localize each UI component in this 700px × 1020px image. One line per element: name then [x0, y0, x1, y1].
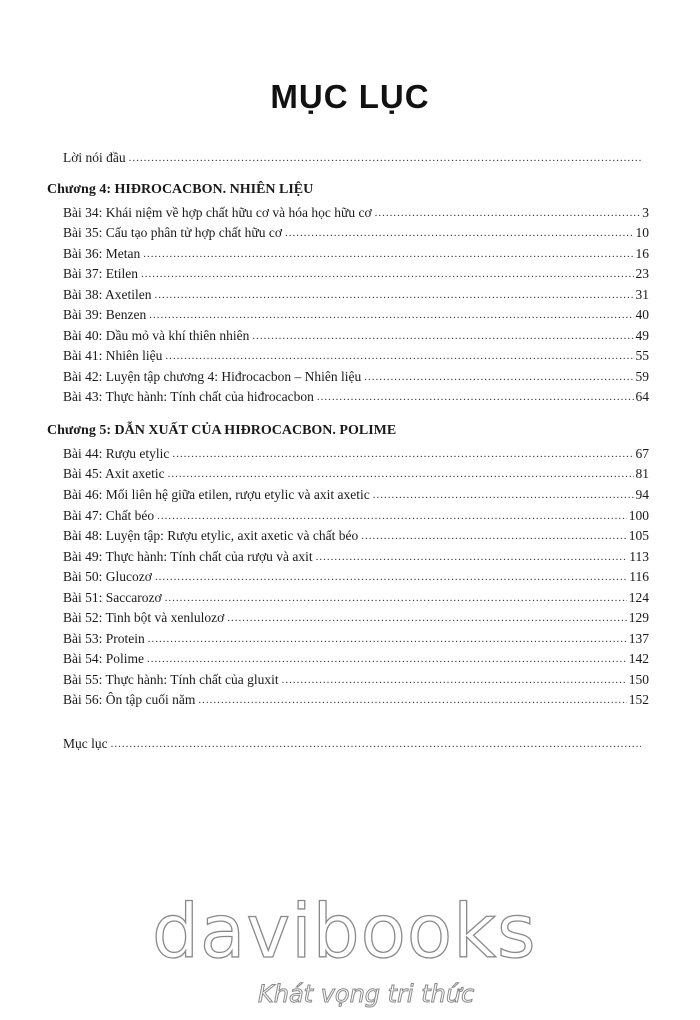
toc-entry	[63, 346, 649, 367]
toc-page: 137	[628, 631, 649, 646]
chapter-heading: Chương 4: HIĐROCACBON. NHIÊN LIỆU	[47, 182, 314, 197]
toc-label: Bài 51: Saccarozơ	[63, 590, 162, 605]
leader-dots	[111, 734, 641, 754]
leader-dots	[155, 285, 634, 305]
chapter-heading: Chương 5: DẪN XUẤT CỦA HIĐROCACBON. POLIME	[47, 423, 397, 438]
leader-dots	[364, 367, 633, 387]
toc-entry	[63, 367, 649, 388]
toc-label: Bài 53: Protein	[63, 631, 145, 646]
leader-dots	[147, 649, 627, 669]
leader-dots	[165, 346, 633, 366]
toc-page: 113	[629, 549, 649, 564]
toc-label: Mục lục	[63, 736, 108, 751]
toc-entry	[63, 264, 649, 285]
toc-entry	[63, 387, 649, 408]
toc-entry	[63, 244, 649, 265]
toc-entry	[63, 526, 649, 547]
toc-page: 81	[635, 466, 649, 481]
toc-page: 67	[635, 446, 649, 461]
toc-label: Bài 41: Nhiên liệu	[63, 348, 163, 363]
toc-page: 49	[635, 328, 649, 343]
toc-page: 142	[628, 651, 649, 666]
toc-label: Bài 39: Benzen	[63, 307, 147, 322]
toc-entry	[63, 649, 649, 670]
toc-label: Bài 55: Thực hành: Tính chất của gluxit	[63, 672, 279, 687]
toc-page: 59	[635, 369, 649, 384]
toc-label: Bài 37: Etilen	[63, 266, 138, 281]
toc-page: 31	[635, 287, 649, 302]
toc-page: 10	[635, 225, 649, 240]
toc-entry	[63, 326, 649, 347]
toc-label: Bài 49: Thực hành: Tính chất của rượu và axit	[63, 549, 313, 564]
leader-dots	[373, 485, 634, 505]
toc-entry	[63, 608, 649, 629]
toc-page: 3	[642, 205, 649, 220]
toc-label: Bài 54: Polime	[63, 651, 144, 666]
toc-page: 23	[635, 266, 649, 281]
toc-entry	[63, 485, 649, 506]
toc-entry	[63, 547, 649, 568]
toc-label: Bài 50: Glucozơ	[63, 569, 152, 584]
toc-page: 100	[628, 508, 649, 523]
toc-label: Bài 56: Ôn tập cuối năm	[63, 692, 196, 707]
toc-label: Lời nói đầu	[63, 150, 126, 165]
toc-entry	[63, 506, 649, 527]
toc-page: 152	[628, 692, 649, 707]
leader-dots	[157, 506, 627, 526]
leader-dots	[285, 223, 634, 243]
leader-dots	[172, 444, 633, 464]
toc-page: 40	[635, 307, 649, 322]
toc-label: Bài 42: Luyện tập chương 4: Hiđrocacbon – Nhiên liệu	[63, 369, 362, 384]
toc-entry	[63, 670, 649, 691]
toc-entry	[63, 285, 649, 306]
toc-entry	[63, 567, 649, 588]
toc-page: 129	[628, 610, 649, 625]
toc-label: Bài 48: Luyện tập: Rượu etylic, axit axetic và chất béo	[63, 528, 359, 543]
watermark-slogan: Khát vọng tri thức	[258, 980, 475, 1008]
toc-label: Bài 44: Rượu etylic	[63, 446, 170, 461]
toc-label: Bài 40: Dầu mỏ và khí thiên nhiên	[63, 328, 250, 343]
leader-dots	[252, 326, 633, 346]
watermark-brand: davibooks	[152, 889, 537, 975]
toc-label: Bài 35: Cấu tạo phân tử hợp chất hữu cơ	[63, 225, 282, 240]
toc-page: 55	[635, 348, 649, 363]
leader-dots	[361, 526, 627, 546]
leader-dots	[168, 464, 634, 484]
leader-dots	[143, 244, 633, 264]
toc-page: 124	[628, 590, 649, 605]
toc-intro	[63, 148, 643, 169]
toc-entry	[63, 629, 649, 650]
toc-page: 150	[628, 672, 649, 687]
toc-page: 116	[629, 569, 649, 584]
toc-label: Bài 46: Mối liên hệ giữa etilen, rượu etylic và axit axetic	[63, 487, 370, 502]
toc-entry	[63, 223, 649, 244]
toc-entry	[63, 588, 649, 609]
toc-outro	[63, 734, 643, 755]
toc-entry	[63, 444, 649, 465]
toc-page: 64	[635, 389, 649, 404]
leader-dots	[317, 387, 634, 407]
toc-label: Bài 45: Axit axetic	[63, 466, 165, 481]
toc-label: Bài 43: Thực hành: Tính chất của hiđrocacbon	[63, 389, 314, 404]
leader-dots	[141, 264, 634, 284]
toc-page: 94	[635, 487, 649, 502]
toc-entry	[63, 464, 649, 485]
toc-entry	[63, 305, 649, 326]
toc-label: Bài 36: Metan	[63, 246, 141, 261]
toc-page: 16	[635, 246, 649, 261]
page-title: MỤC LỤC	[270, 78, 430, 115]
toc-label: Bài 47: Chất béo	[63, 508, 155, 523]
toc-label: Bài 34: Khái niệm về hợp chất hữu cơ và hóa học hữu cơ	[63, 205, 372, 220]
leader-dots	[198, 690, 626, 710]
toc-entry	[63, 203, 649, 224]
toc-entry	[63, 690, 649, 711]
leader-dots	[227, 608, 626, 628]
leader-dots	[282, 670, 627, 690]
toc-label: Bài 52: Tinh bột và xenlulozơ	[63, 610, 225, 625]
toc-page: 105	[628, 528, 649, 543]
leader-dots	[165, 588, 627, 608]
leader-dots	[316, 547, 628, 567]
leader-dots	[148, 629, 627, 649]
leader-dots	[149, 305, 633, 325]
leader-dots	[129, 148, 641, 168]
leader-dots	[155, 567, 627, 587]
toc-label: Bài 38: Axetilen	[63, 287, 152, 302]
leader-dots	[375, 203, 641, 223]
